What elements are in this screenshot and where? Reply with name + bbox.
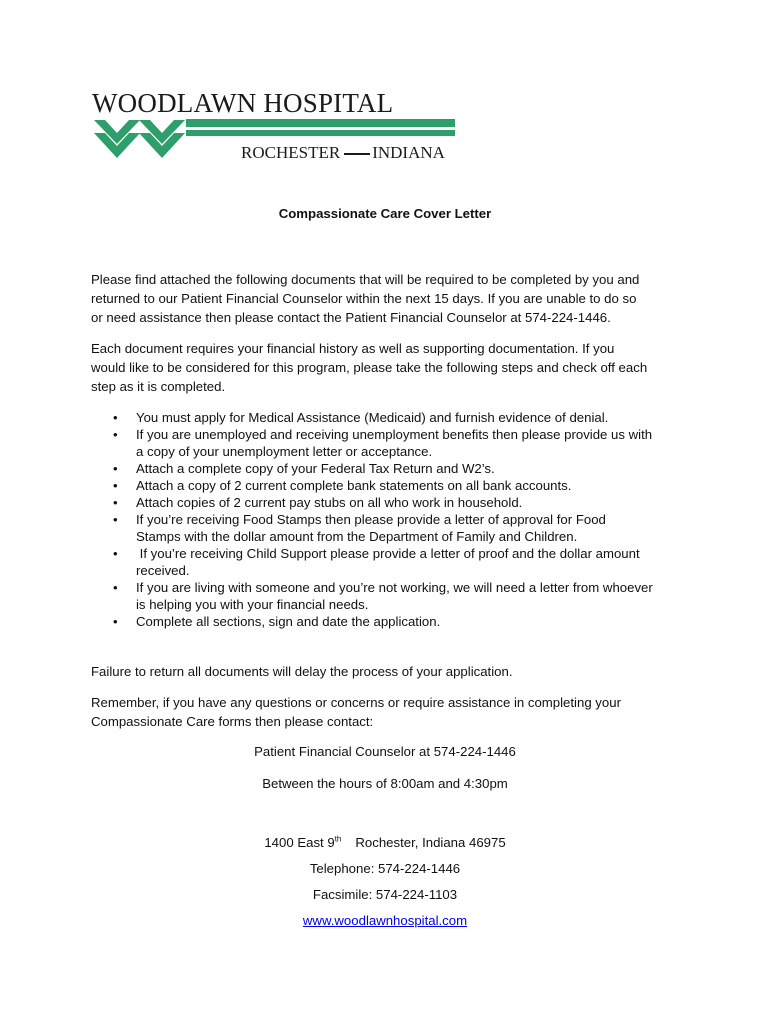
- bullet-icon: •: [113, 478, 118, 493]
- step-text: If you’re receiving Food Stamps then please provide a letter of approval for Food: [136, 512, 606, 527]
- list-item: [91, 511, 691, 545]
- step-text: Attach a complete copy of your Federal Tax Return and W2’s.: [136, 461, 495, 476]
- logo-dash: [344, 153, 370, 155]
- bullet-icon: •: [113, 427, 118, 442]
- city-line: Rochester, Indiana 46975: [355, 835, 506, 850]
- list-item: [91, 545, 691, 579]
- website-container: [0, 913, 770, 929]
- bullet-icon: •: [113, 410, 118, 425]
- step-text: Attach copies of 2 current pay stubs on all who work in household.: [136, 495, 523, 510]
- remember-line: Compassionate Care forms then please contact:: [91, 714, 374, 729]
- step-text: Attach a copy of 2 current complete bank statements on all bank accounts.: [136, 478, 572, 493]
- step-text: received.: [136, 563, 190, 578]
- logo-state: INDIANA: [372, 143, 445, 162]
- step-text: a copy of your unemployment letter or acceptance.: [136, 444, 433, 459]
- step-text: is helping you with your financial needs.: [136, 597, 369, 612]
- failure-note: Failure to return all documents will delay the process of your application.: [91, 664, 513, 679]
- street-number: 1400 East 9: [264, 835, 335, 850]
- remember-line: Remember, if you have any questions or concerns or require assistance in completing your: [91, 695, 621, 710]
- website-link[interactable]: www.woodlawnhospital.com: [302, 913, 468, 928]
- bullet-icon: •: [113, 512, 118, 527]
- intro-line: Please find attached the following documents that will be required to be completed by you and: [91, 272, 640, 287]
- list-item: [91, 426, 691, 460]
- step-text: Complete all sections, sign and date the application.: [136, 614, 441, 629]
- intro-line: or need assistance then please contact the Patient Financial Counselor at 574-224-1446.: [91, 310, 611, 325]
- fax-number: Facsimile: 574-224-1103: [312, 887, 458, 902]
- logo-location: [241, 143, 445, 163]
- step-text: If you are unemployed and receiving unemployment benefits then please provide us with: [136, 427, 653, 442]
- logo-city: ROCHESTER: [241, 143, 341, 162]
- remember-paragraph: [91, 693, 691, 731]
- intro-paragraph: [91, 270, 691, 327]
- telephone-number: Telephone: 574-224-1446: [309, 861, 461, 876]
- bullet-icon: •: [113, 461, 118, 476]
- list-item: [91, 477, 691, 494]
- letter-title: Compassionate Care Cover Letter: [278, 206, 492, 221]
- instructions-paragraph: [91, 339, 691, 396]
- step-text: If you’re receiving Child Support please provide a letter of proof and the dollar amount: [136, 546, 640, 561]
- counselor-contact: Patient Financial Counselor at 574-224-1446: [254, 744, 516, 759]
- bullet-icon: •: [113, 546, 118, 561]
- street-suffix: th: [334, 834, 342, 844]
- logo-hospital-name: WOODLAWN HOSPITAL: [92, 88, 394, 118]
- list-item: [91, 613, 691, 630]
- list-item: [91, 460, 691, 477]
- bullet-icon: •: [113, 495, 118, 510]
- bullet-icon: •: [113, 614, 118, 629]
- instructions-line: step as it is completed.: [91, 379, 226, 394]
- instructions-line: Each document requires your financial history as well as supporting documentation. If you: [91, 341, 615, 356]
- list-item: [91, 409, 691, 426]
- instructions-line: would like to be considered for this program, please take the following steps and check off each: [91, 360, 648, 375]
- list-item: [91, 579, 691, 613]
- step-text: You must apply for Medical Assistance (Medicaid) and furnish evidence of denial.: [136, 410, 609, 425]
- step-text: Stamps with the dollar amount from the Department of Family and Children.: [136, 529, 578, 544]
- list-item: [91, 494, 691, 511]
- hospital-logo: [92, 88, 458, 168]
- steps-list: [91, 409, 691, 630]
- bullet-icon: •: [113, 580, 118, 595]
- step-text: If you are living with someone and you’re not working, we will need a letter from whoever: [136, 580, 653, 595]
- mailing-address: [0, 835, 770, 851]
- intro-line: returned to our Patient Financial Counselor within the next 15 days. If you are unable to do so: [91, 291, 637, 306]
- office-hours: Between the hours of 8:00am and 4:30pm: [262, 776, 508, 791]
